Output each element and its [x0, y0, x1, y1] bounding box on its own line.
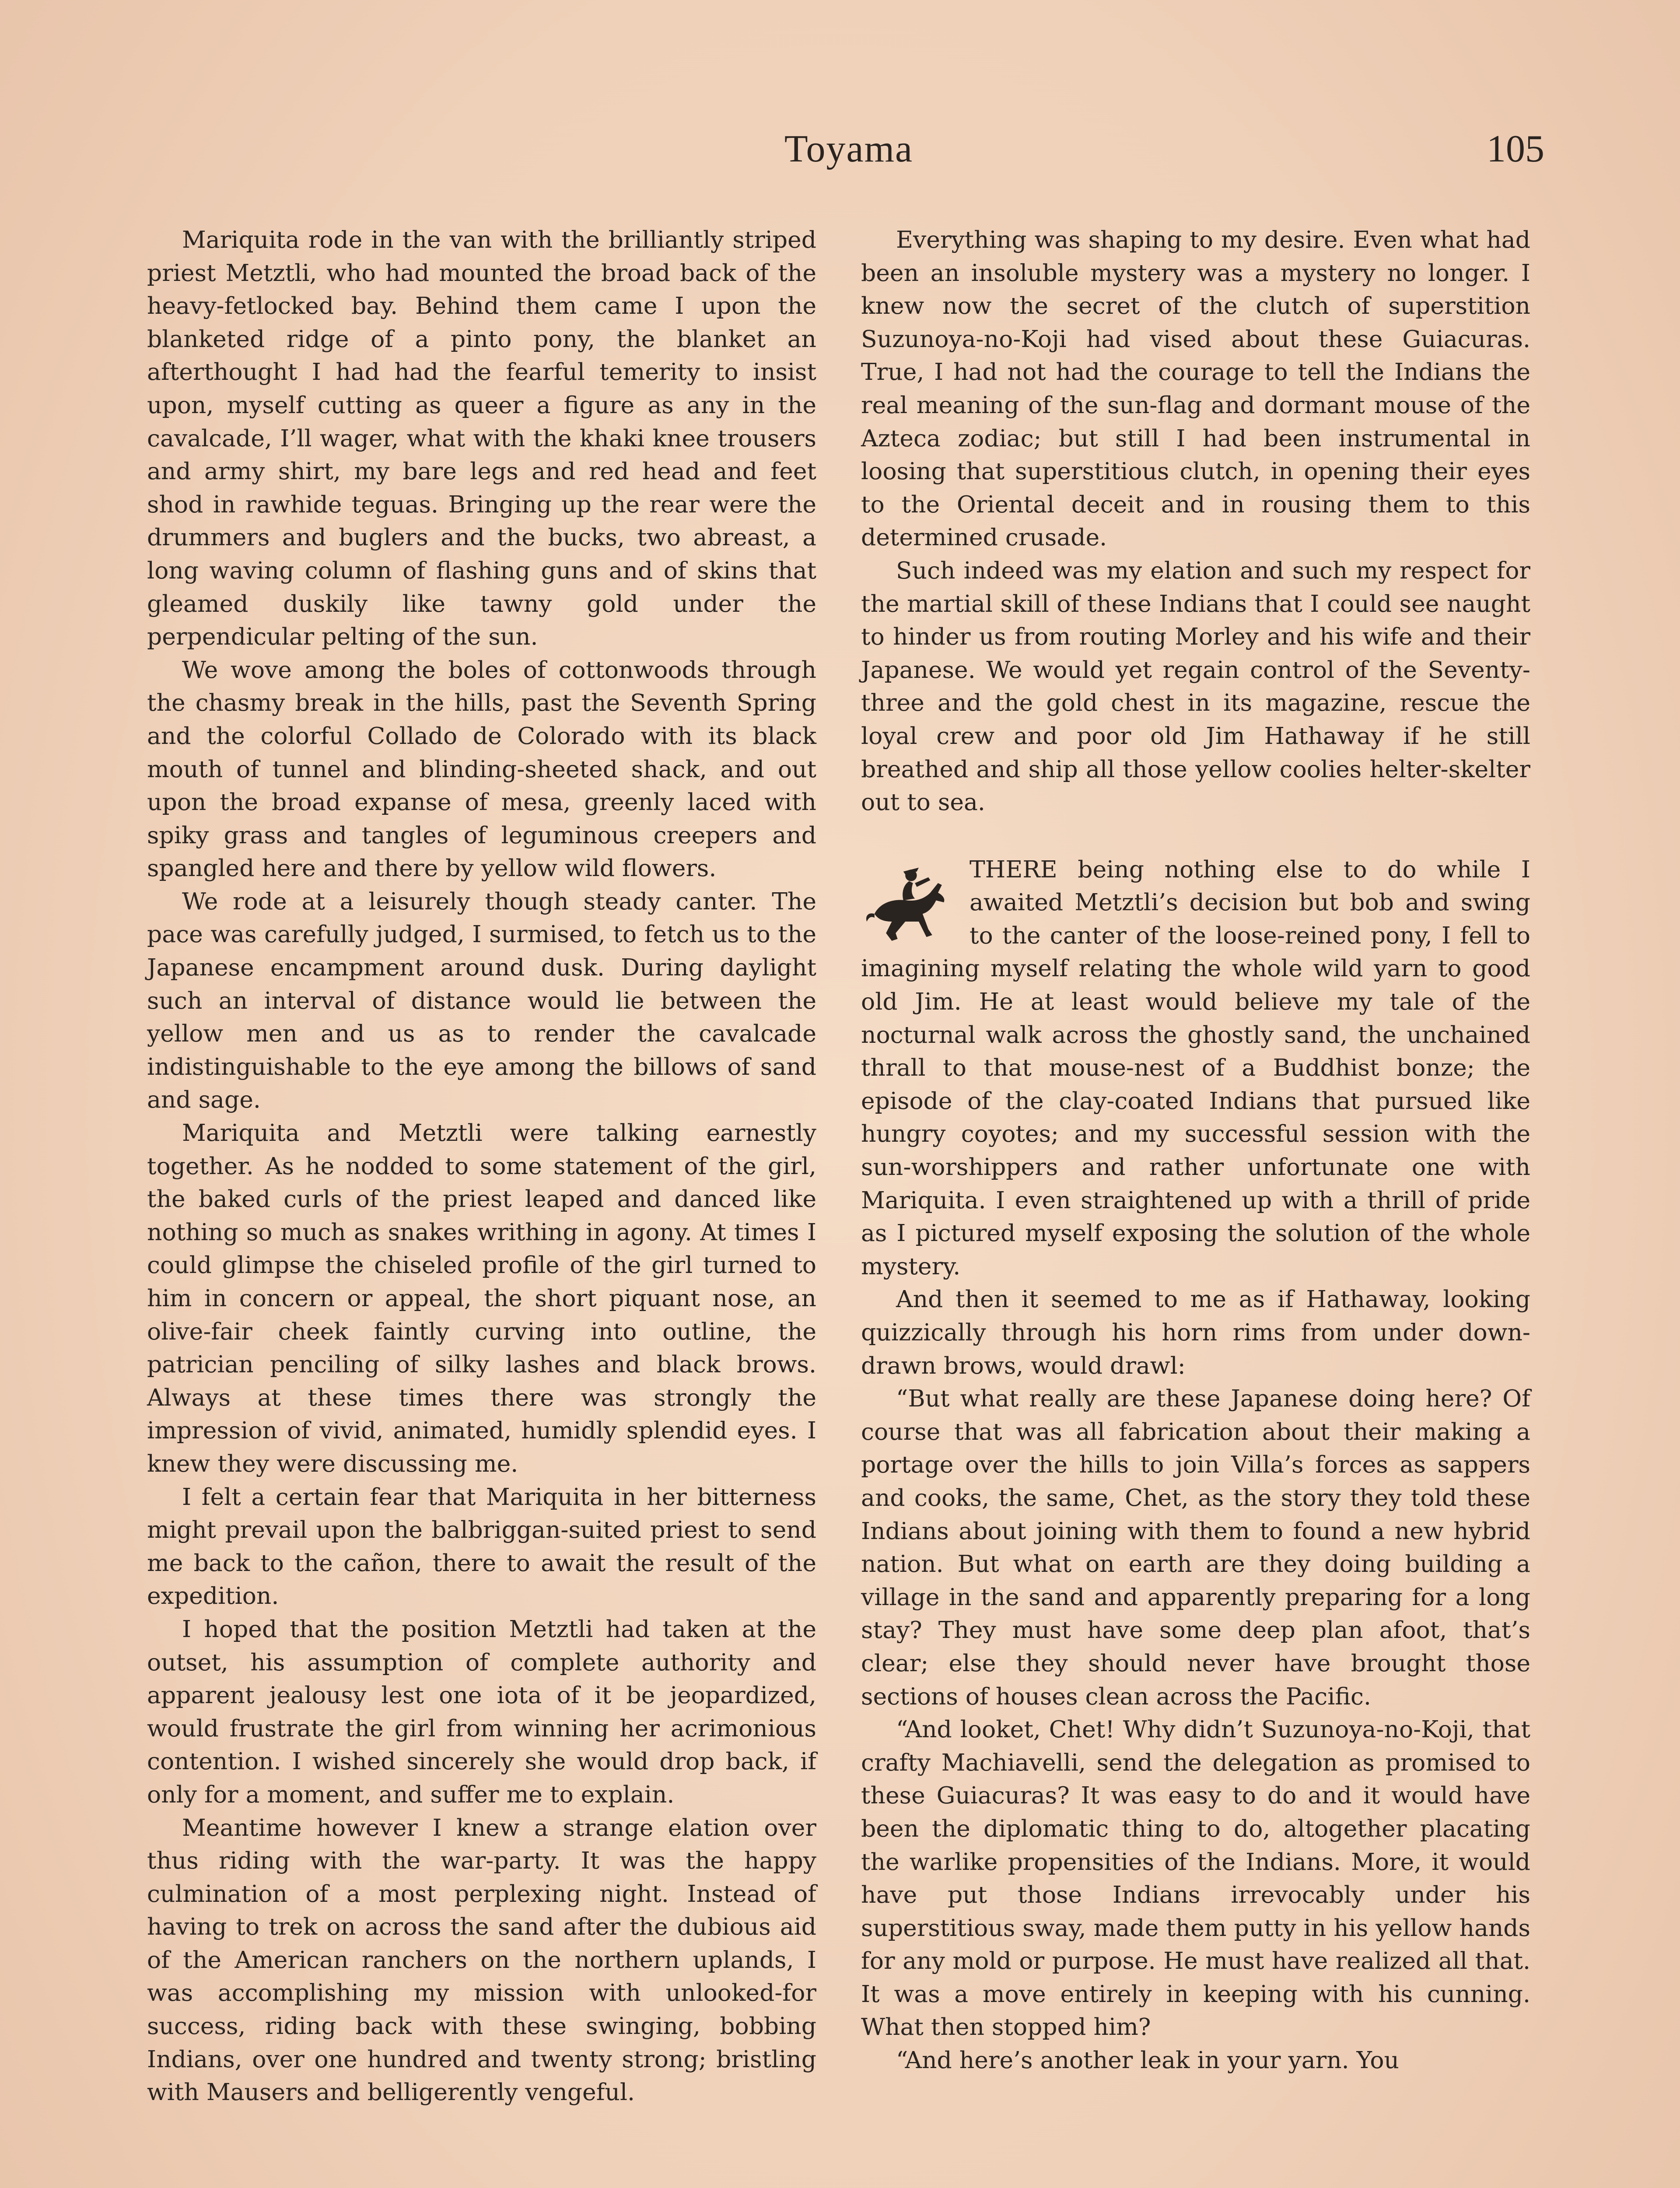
paragraph: “But what really are these Japanese doing here? Of course that was all fabrication about their making a portage over the hills to join Villa’s forces as sappers and cooks, the same, Chet, as the story they told these Indians about joining with them to found a new hybrid nation. But what on earth are they doing building a village in the sand and apparently preparing for a long stay? They must have some deep plan afoot, that’s clear; else they should never have brought those sections of houses clean across the Pacific.: [861, 1385, 1530, 1710]
paragraph: We wove among the boles of cottonwoods through the chasmy break in the hills, past the Seventh Spring and the colorful Collado de Colorado with its black mouth of tunnel and blinding-sheeted shack, and out upon the broad expanse of mesa, greenly laced with spiky grass and tangles of leguminous creepers and spangled here and there by yellow wild flowers.: [147, 656, 816, 882]
paragraph: I hoped that the position Metztli had taken at the outset, his assumption of complete authority and apparent jealousy lest one iota of it be jeopardized, would frustrate the girl from winning her acrimonious contention. I wished sincerely she would drop back, if only for a moment, and suffer me to explain.: [147, 1615, 816, 1808]
paragraph: I felt a certain fear that Mariquita in her bitterness might prevail upon the balbriggan-suited priest to send me back to the cañon, there to await the result of the expedition.: [147, 1483, 816, 1610]
paragraph: Everything was shaping to my desire. Even what had been an insoluble mystery was a mystery no longer. I knew now the secret of the clutch of superstition Suzunoya-no-Koji had vised about these Guiacuras. True, I had not had the courage to tell the Indians the real meaning of the sun-flag and dormant mouse of the Azteca zodiac; but still I had been instrumental in loosing that superstitious clutch, in opening their eyes to the Oriental deceit and in rousing them to this determined crusade.: [861, 226, 1530, 551]
paragraph: “And here’s another leak in your yarn. You: [896, 2046, 1400, 2074]
page-number: 105: [1487, 128, 1544, 170]
section-break: [861, 819, 1530, 853]
paragraph: And then it seemed to me as if Hathaway, looking quizzically through his horn rims from under down-drawn brows, would drawl:: [861, 1285, 1530, 1379]
paragraph: “And looket, Chet! Why didn’t Suzunoya-no-Koji, that crafty Machiavelli, send the delegation as promised to these Guiacuras? It was easy to do and it would have been the diplomatic thing to do, altogether placating the warlike propensities of the Indians. More, it would have put those Indians irrevocably under his superstitious sway, made them putty in his yellow hands for any mold or purpose. He must have realized all that. It was a move entirely in keeping with his cunning. What then stopped him?: [861, 1715, 1530, 2041]
paragraph: Mariquita and Metztli were talking earnestly together. As he nodded to some statement of the girl, the baked curls of the priest leaped and danced like nothing so much as snakes writhing in agony. At times I could glimpse the chiseled profile of the girl turned to him in concern or appeal, the short piquant nose, an olive-fair cheek faintly curving into outline, the patrician penciling of silky lashes and black brows. Always at these times there was strongly the impression of vivid, animated, humidly splendid eyes. I knew they were discussing me.: [147, 1119, 816, 1477]
right-column: [861, 223, 1530, 2077]
left-column: [147, 223, 816, 2109]
paragraph: Such indeed was my elation and such my respect for the martial skill of these Indians that I could see naught to hinder us from routing Morley and his wife and their Japanese. We would yet regain control of the Seventy-three and the gold chest in its magazine, rescue the loyal crew and poor old Jim Hathaway if he still breathed and ship all those yellow coolies helter-skelter out to sea.: [861, 556, 1530, 816]
section-opening-paragraph: THERE being nothing else to do while I awaited Metztli’s decision but bob and swing to the canter of the loose-reined pony, I fell to imagining myself relating the whole wild yarn to good old Jim. He at least would believe my tale of the nocturnal walk across the ghostly sand, the unchained thrall to that mouse-nest of a Buddhist bonze; the episode of the clay-coated Indians that pursued like hungry coyotes; and my successful session with the sun-worshippers and rather unfortunate one with Mariquita. I even straightened up with a thrill of pride as I pictured myself exposing the solution of the whole mystery.: [861, 855, 1530, 1280]
running-title: Toyama: [784, 128, 914, 170]
horse-and-rider-icon: [861, 853, 957, 952]
paragraph: Meantime however I knew a strange elation over thus riding with the war-party. It was the happy culmination of a most perplexing night. Instead of having to trek on across the sand after the dubious aid of the American ranchers on the northern uplands, I was accomplishing my mission with unlooked-for success, riding back with these swinging, bobbing Indians, over one hundred and twenty strong; bristling with Mausers and belligerently vengeful.: [147, 1813, 816, 2106]
paragraph: Mariquita rode in the van with the brilliantly striped priest Metztli, who had mounted the broad back of the heavy-fetlocked bay. Behind them came I upon the blanketed ridge of a pinto pony, the blanket an afterthought I had had the fearful temerity to insist upon, myself cutting as queer a figure as any in the cavalcade, I’ll wager, what with the khaki knee trousers and army shirt, my bare legs and red head and feet shod in rawhide teguas. Bringing up the rear were the drummers and buglers and the bucks, two abreast, a long waving column of flashing guns and of skins that gleamed duskily like tawny gold under the perpendicular pelting of the sun.: [147, 226, 816, 651]
paragraph: We rode at a leisurely though steady canter. The pace was carefully judged, I surmised, to fetch us to the Japanese encampment around dusk. During daylight such an interval of distance would lie between the yellow men and us as to render the cavalcade indistinguishable to the eye among the billows of sand and sage.: [147, 887, 816, 1114]
